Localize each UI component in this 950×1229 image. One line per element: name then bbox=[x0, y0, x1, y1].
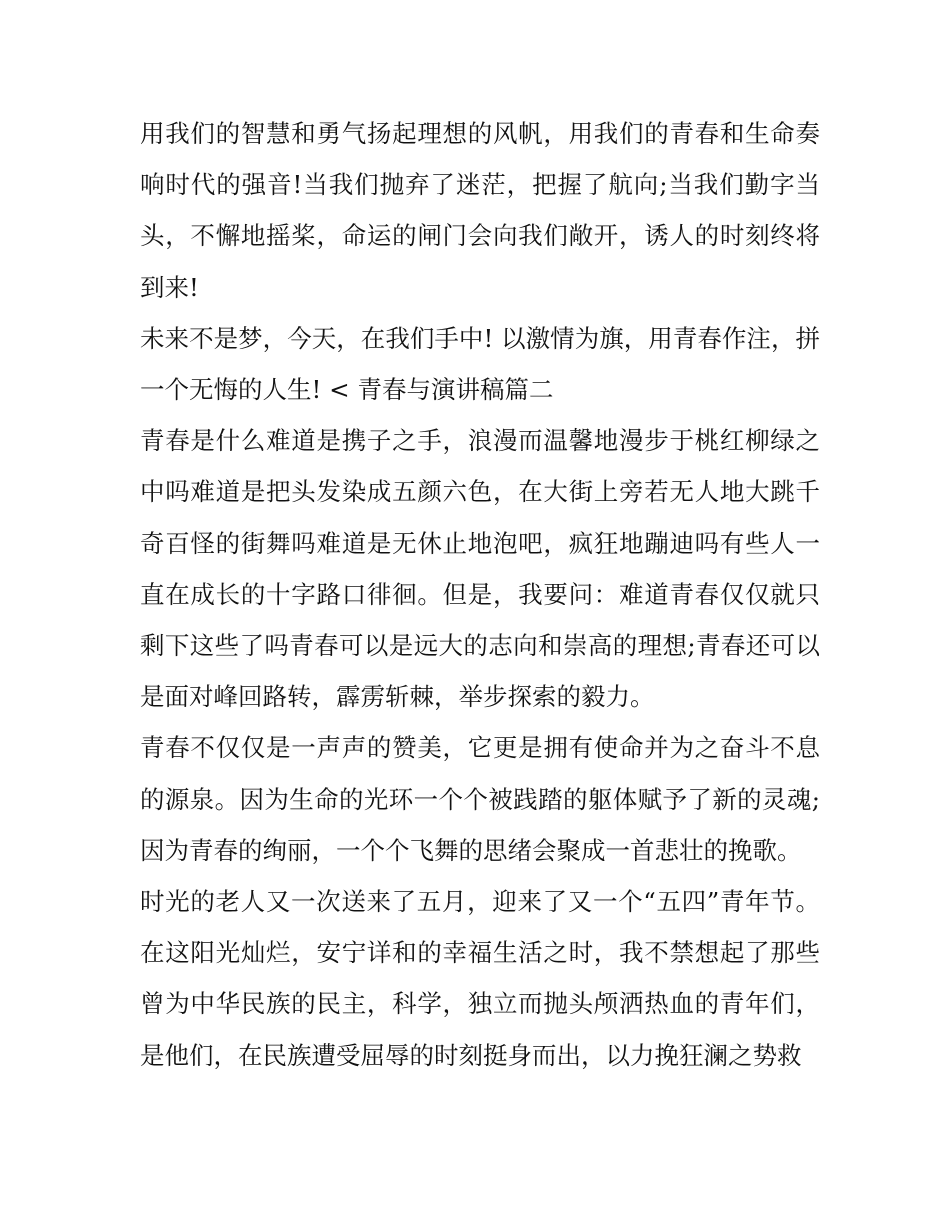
paragraph-2: 未来不是梦，今天，在我们手中! 以激情为旗，用青春作注，拼一个无悔的人生! < 青春与演讲稿篇二 bbox=[140, 323, 820, 405]
paragraph-4: 青春不仅仅是一声声的赞美，它更是拥有使命并为之奋斗不息的源泉。因为生命的光环一个个被践踏的躯体赋予了新的灵魂;因为青春的绚丽，一个个飞舞的思绪会聚成一首悲壮的挽歌。 bbox=[140, 733, 820, 865]
paragraph-1: 用我们的智慧和勇气扬起理想的风帆，用我们的青春和生命奏响时代的强音!当我们抛弃了迷茫，把握了航向;当我们勤字当头，不懈地摇桨，命运的闸门会向我们敞开，诱人的时刻终将到来! bbox=[140, 119, 820, 302]
document-body bbox=[140, 108, 820, 1081]
paragraph-3: 青春是什么难道是携子之手，浪漫而温馨地漫步于桃红柳绿之中吗难道是把头发染成五颜六色，在大街上旁若无人地大跳千奇百怪的街舞吗难道是无休止地泡吧，疯狂地蹦迪吗有些人一直在成长的十字路口徘徊。但是，我要问：难道青春仅仅就只剩下这些了吗青春可以是远大的志向和崇高的理想;青春还可以是面对峰回路转，霹雳斩棘，举步探索的毅力。 bbox=[140, 426, 820, 712]
paragraph-5: 时光的老人又一次送来了五月，迎来了又一个“五四”青年节。在这阳光灿烂，安宁详和的幸福生活之时，我不禁想起了那些曾为中华民族的民主，科学，独立而抛头颅洒热血的青年们，是他们，在民族遭受屈辱的时刻挺身而出，以力挽狂澜之势救 bbox=[140, 887, 820, 1070]
